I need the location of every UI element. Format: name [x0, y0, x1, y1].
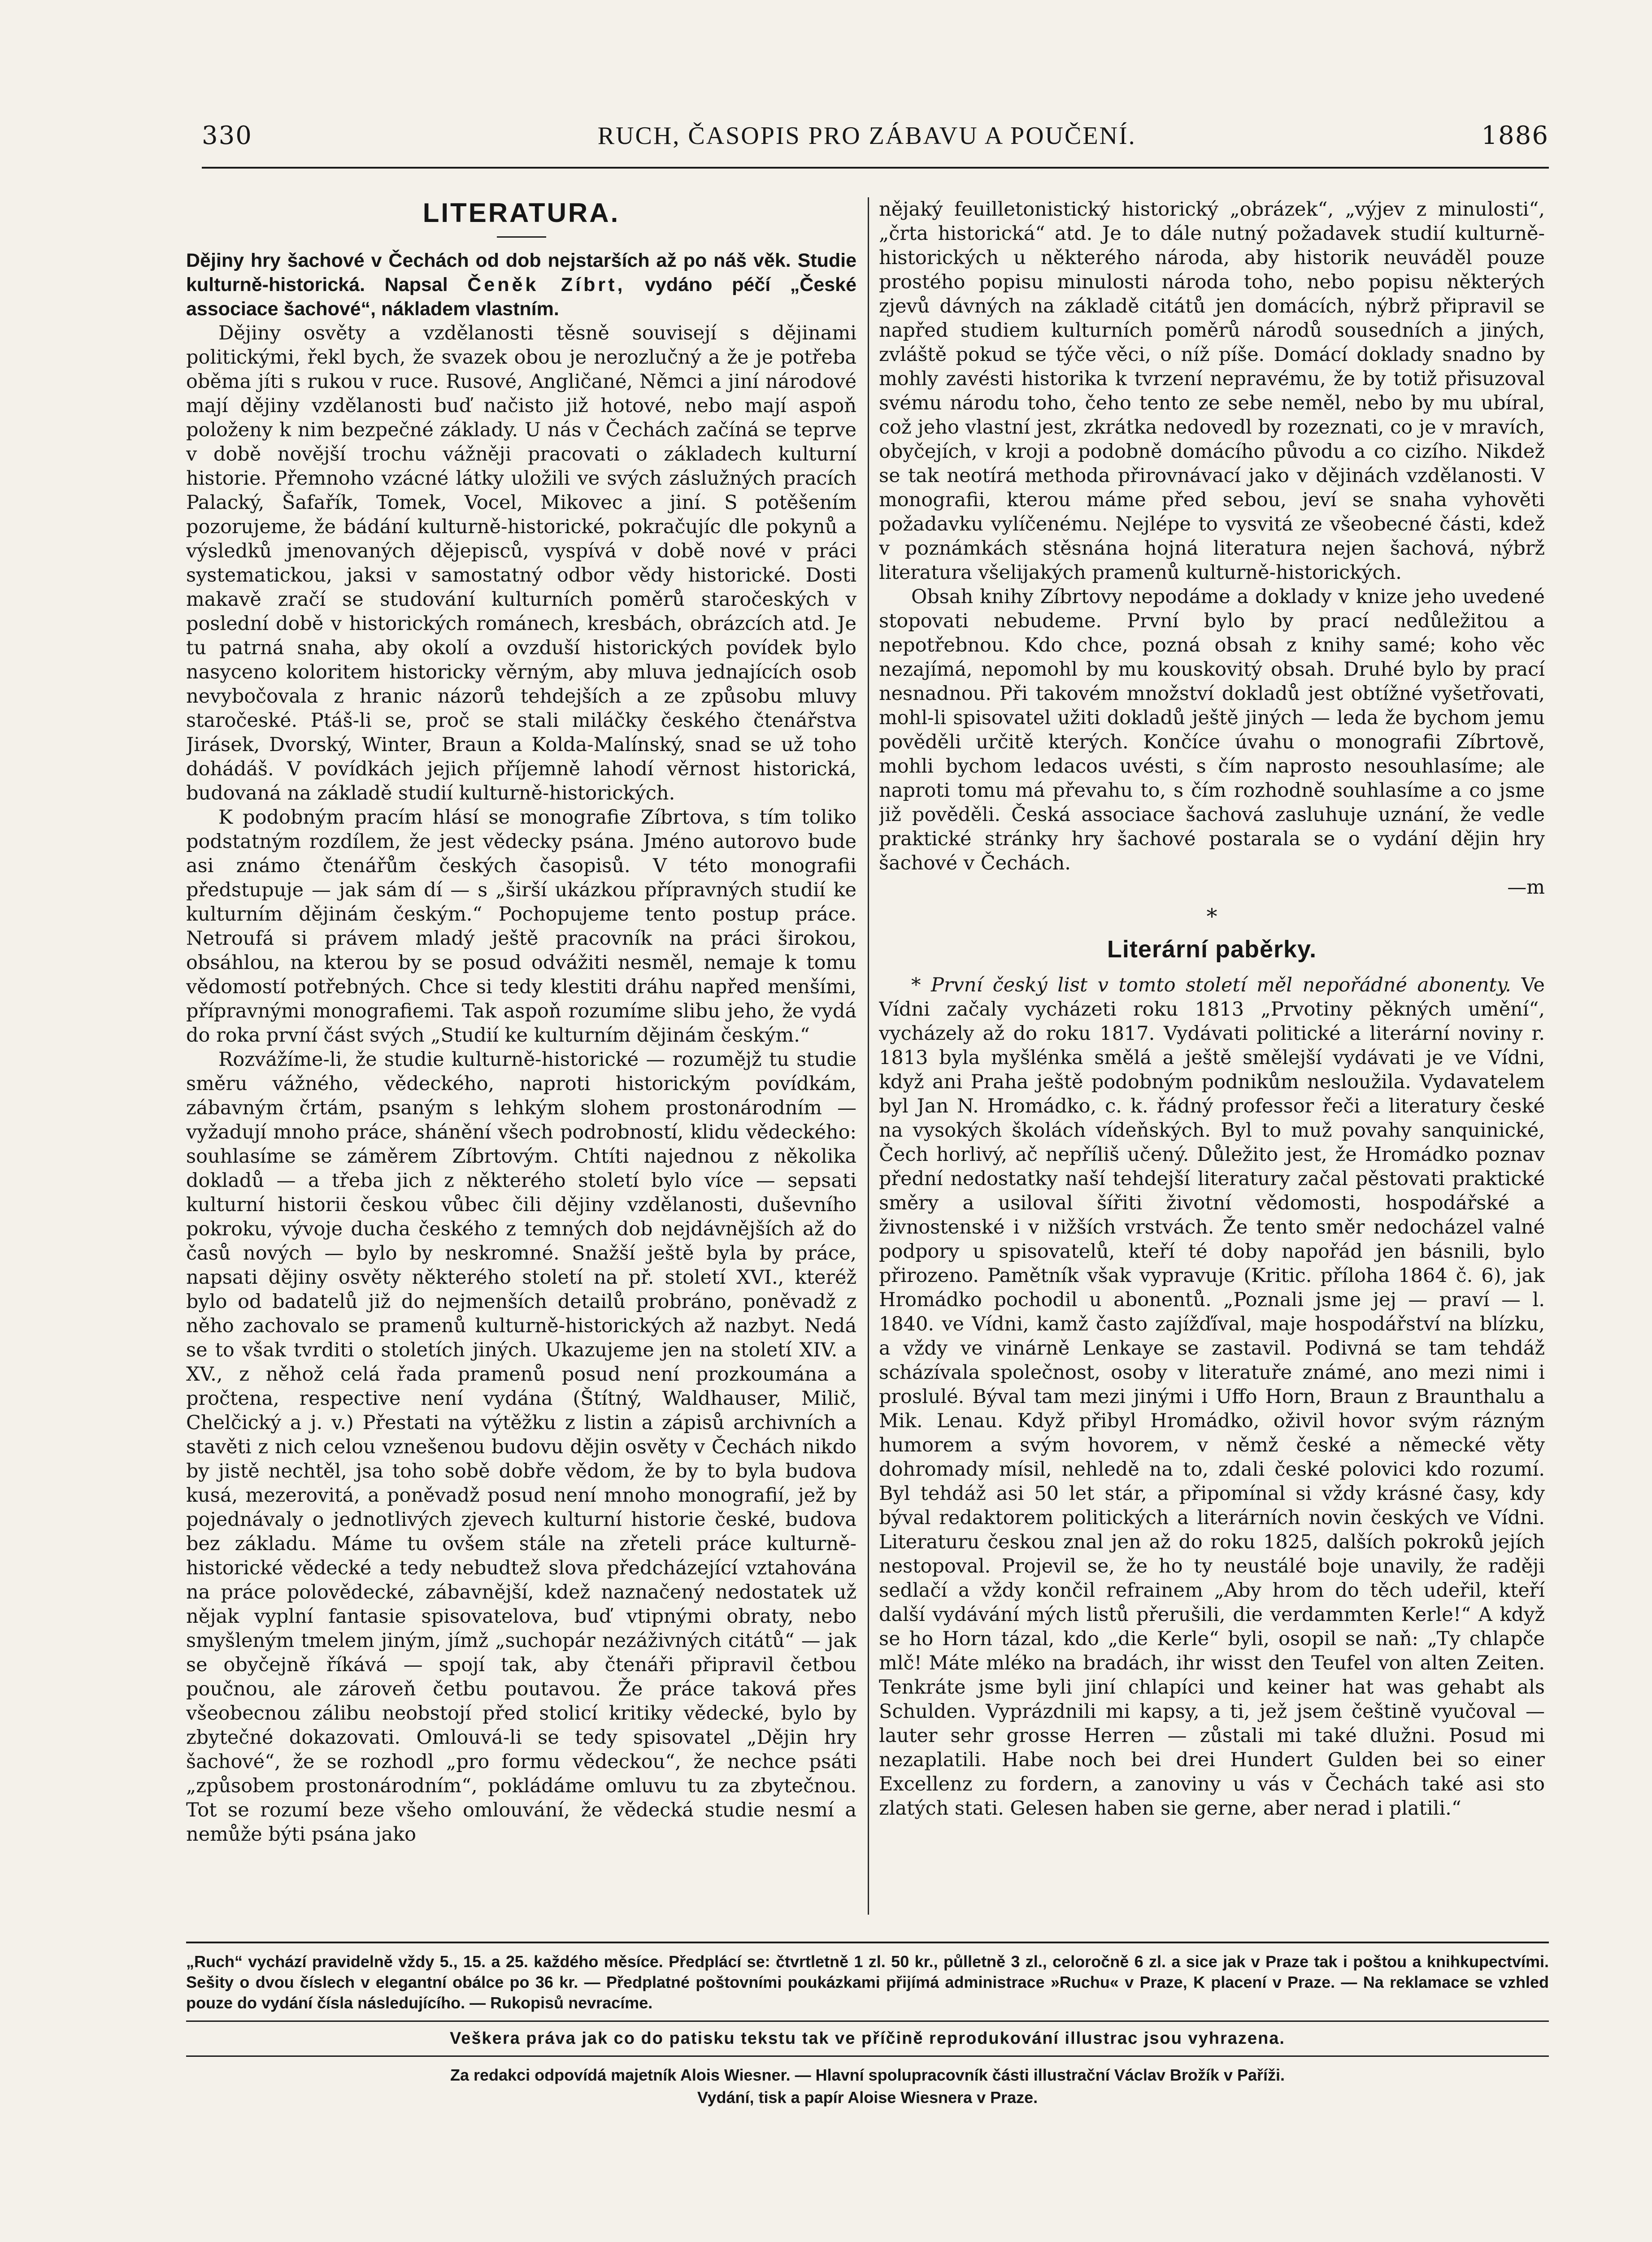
footer-rule — [186, 1942, 1549, 1943]
item-body: Ve Vídni začaly vycházeti roku 1813 „Prvotiny pěkných umění“, vycházely až do roku 1817. Vydávati politické a literární noviny r. 1813 byla myšlénka smělá a ještě smělejší vydávati je ve Vídni, když ani Praha ještě podobným podnikům nesloužila. Vydavatelem byl Jan N. Hromádko, c. k. řádný professor řeči a literatury české na vysokých školách vídeňských. Byl to muž povahy sanquinické, Čech horlivý, ač nepříliš učený. Důležito jest, že Hromádko poznav přední nedostatky naší tehdejší literatury začal pěstovati praktické směry a usiloval šířiti životní vědomosti, hospodářské a živnostenské i v nižších vrstvách. Že tento směr nedocházel valné podpory u spisovatelů, kteří té doby napořád jen básnili, bylo přirozeno. Pamětník však vypravuje (Kritic. příloha 1864 č. 6), jak Hromádko pochodil u abonentů. „Poznali jsme jej — praví — l. 1840. ve Vídni, kamž často zajížďíval, maje hospodářství na blízku, a vždy ve vinárně Lenkaye se zastavil. Podivná se tam tehdáž scházívala společnost, osoby v literatuře známé, ano mezi nimi i proslulé. Býval tam mezi jinými i Uffo Horn, Braun z Braunthalu a Mik. Lenau. Když přibyl Hromádko, oživil hovor svým rázným humorem a svým hovorem, v němž české a německé věty dohromady mísil, nehledě na to, zdali české polovici kdo rozumí. Byl tehdáž asi 50 let stár, a připomínal si vždy krásné časy, kdy býval redaktorem politických a literárních novin českých ve Vídni. Literaturu českou znal jen až do roku 1825, dalších pokroků jejích nestopoval. Projevil se, že ho ty neustálé boje unavily, že raději sedlačí a vždy končil refrainem „Aby hrom do těch udeřil, kteří další vydávání mých listů přerušili, die verdammten Kerle!“ A když se ho Horn tázal, kdo „die Kerle“ byli, osopil se naň: „Ty chlapče mlč! Máte mléko na bradách, ihr wisst den Teufel von alten Zeiten. Tenkráte jsme byli jiní chlapíci und keiner hat was gehabt als Schulden. Vyprázdnili mi kapsy, a ti, jež jsem češtině vyučoval — lauter sehr grosse Herren — zůstali mi také dlužni. Posud mi nezaplatili. Habe noch bei drei Hundert Gulden bei so einer Excellenz zu fordern, a zanoviny u vás v Čechách také asi sto zlatých stati. Gelesen haben sie gerne, aber nerad i platili.“ — [879, 974, 1545, 1820]
footer-rule — [186, 2020, 1549, 2022]
section-separator: * — [1206, 904, 1217, 929]
right-column — [879, 197, 1545, 1936]
paberky-item — [879, 973, 1545, 1821]
heading-divider — [497, 236, 546, 238]
journal-title: RUCH, ČASOPIS PRO ZÁBAVU A POUČENÍ. — [597, 122, 1136, 150]
item-marker: * — [911, 974, 921, 996]
item-title: První český list v tomto století měl nepořádné abonenty. — [931, 974, 1511, 996]
section-heading-paberky: Literární paběrky. — [1107, 936, 1317, 963]
review-paragraph: Rozvážíme-li, že studie kulturně-historické — rozumějž tu studie směru vážného, vědeckého, naproti historickým povídkám, zábavným črtám, psaným s lehkým slohem prostonárodním — vyžadují mnoho práce, shánění všech podrobností, klidu vědeckého: souhlasíme se záměrem Zíbrtovým. Chtíti najednou z několika dokladů — a třeba jich z některého století bylo více — sepsati kulturní historii českou vůbec čili dějiny vzdělanosti, duševního pokroku, vývoje ducha českého z temných dob nejdávnějších až do časů nových — bylo by neskromné. Snažší ještě byla by práce, napsati dějiny osvěty některého století na př. století XVI., kteréž bylo od badatelů již do nejmenších detailů probráno, poněvadž z něho zachovalo se pramenů kulturně-historických až nazbyt. Nedá se to však tvrditi o stoletích jiných. Ukazujeme jen na století XIV. a XV., z něhož celá řada pramenů posud není prozkoumána a pročtena, respective není vydána (Štítný, Waldhauser, Milič, Chelčický a j. v.) Přestati na výtěžku z listin a zápisů archivních a stavěti z nich celou vznešenou budovu dějin osvěty v Čechách nikdo by jistě nechtěl, jsa toho sobě dobře vědom, že by to byla budova kusá, mezerovitá, a poněvadž posud není mnoho monografií, jež by pojednávaly o jednotlivých zjevech kulturní historie české, budova bez základu. Máme tu ovšem stále na zřeteli práce kulturně-historické vědecké a tedy nebudtež slova předcházející vztahována na práce polovědecké, zábavnější, kdež naznačený nedostatek už nějak vyplní fantasie spisovatelova, buď vtipnými obraty, nebo smyšleným tmelem jiným, jímž „suchopár nezáživných citátů“ — jak se obyčejně říkává — spojí tak, aby čtenáři připravil četbou poučnou, ale zároveň četbu poutavou. Že práce taková přes všeobecnou zálibu neobstojí před stolicí kritiky vědecké, bylo by zbytečné dokazovati. Omlouvá-li se tedy spisovatel „Dějin hry šachové“, že se rozhodl „pro formu vědeckou“, že nechce psáti „způsobem prostonárodním“, pokládáme omluvu tu za zbytečnou. Tot se rozumí beze všeho omlouvání, že vědecká studie nesmí a nemůže býti psána jako — [186, 1048, 856, 1846]
subscription-notice: „Ruch“ vychází pravidelně vždy 5., 15. a 25. každého měsíce. Předplácí se: čtvrtletně 1 zl. 50 kr., půlletně 3 zl., celoročně 6 zl. a sice jak v Praze tak i poštou a knihkupectvími. Sešity o dvou číslech v elegantní obálce po 36 kr. — Předplatné poštovními poukázkami přijímá administrace »Ruchu« v Praze, K placení v Praze. — Na reklamace se vzhled pouze do vydání čísla následujícího. — Rukopisů nevracíme. — [186, 1952, 1549, 2012]
review-paragraph: K podobným pracím hlásí se monografie Zíbrtova, s tím toliko podstatným rozdílem, že jest vědecky psána. Jméno autorovo bude asi známo čtenářům českých časopisů. V této monografii předstupuje — jak sám dí — s „širší ukázkou přípravných studií ke kulturním dějinám českým.“ Pochopujeme tento postup práce. Netroufá si právem mladý ještě pracovník na práci širokou, obsáhlou, na kterou by se posud odvážiti nesměl, nemaje k tomu vědomostí potřebných. Chce si tedy klestiti dráhu napřed menšími, přípravnými monografiemi. Tak aspoň rozumíme slibu jeho, že vydá do roka první část svých „Studií ke kulturním dějinám českým.“ — [186, 806, 856, 1047]
page-header — [202, 121, 1549, 161]
review-lead — [186, 248, 856, 321]
review-book-author: Čeněk Zíbrt, — [467, 274, 626, 295]
review-book-title: Dějiny hry šachové v Čechách od dob nejstarších až po náš věk. — [186, 250, 791, 271]
editor-line: Za redakci odpovídá majetník Alois Wiesner. — Hlavní spolupracovník části illustrační Václav Brožík v Paříži. — [450, 2066, 1285, 2084]
review-book-subtitle: Studie kulturně-historická. Napsal — [186, 250, 856, 295]
header-rule — [202, 167, 1549, 169]
review-paragraph: nějaký feuilletonistický historický „obrázek“, „výjev z minulosti“, „črta historická“ atd. Je to dále nutný požadavek studií kulturně-historických u některého národa, aby historik neuváděl pouze prostého popisu minulosti národa toho, nebo popisu některých zjevů dávných na základě citátů jen domácích, nýbrž připravil se napřed studiem kulturních poměrů národů sousedních a jiných, zvláště pokud se týče věci, o níž píše. Domácí doklady snadno by mohly zavésti historika k tvrzení nepravému, že by totiž přisuzoval svému národu toho, čeho tento ze sebe neměl, nebo by mu ubíral, což jeho vlastní jest, zkrátka nedovedl by rozeznati, co je v mravích, obyčejích, v kroji a podobně domácího původu a co cizího. Nikdež se tak neotírá methoda přirovnávací jako v dějinách vzdělanosti. V monografii, kterou máme před sebou, jeví se snaha vyhověti požadavku vylíčenému. Nejlépe to vysvitá ze všeobecné části, kdež v poznámkách stěsnána hojná literatura nejen šachová, nýbrž literatura všelijakých pramenů kulturně-historických. — [879, 198, 1545, 584]
year: 1886 — [1481, 121, 1549, 150]
publisher-line: Vydání, tisk a papír Aloise Wiesnera v Praze. — [697, 2088, 1038, 2107]
review-signature: —m — [1507, 876, 1545, 899]
page-number: 330 — [202, 121, 252, 150]
review-paragraph: Obsah knihy Zíbrtovy nepodáme a doklady v knize jeho uvedené stopovati nebudeme. První bylo by prací nedůležitou a nepotřebnou. Kdo chce, pozná obsah z knihy samé; koho věc nezajímá, nepomohl by mu kouskovitý obsah. Druhé bylo by prací nesnadnou. Při takovém množství dokladů jest obtížné vyšetřovati, mohl-li spisovatel užiti dokladů ještě jiných — leda že bychom jemu pověděli určitě kterých. Končíce úvahu o monografii Zíbrtově, mohli bychom ledacos uvésti, s čím naprosto nesouhlasíme; ale naproti tomu má převahu to, s čím rozhodně souhlasíme a co jsme již pověděli. Česká associace šachová zasluhuje uznání, že vedle praktické stránky hry šachové postarala se o vydání dějin hry šachové v Čechách. — [879, 586, 1545, 874]
column-divider — [868, 197, 869, 1915]
review-book-publisher: vydáno péčí „České associace šachové“, nákladem vlastním. — [186, 274, 856, 320]
review-paragraph: Dějiny osvěty a vzdělanosti těsně souvisejí s dějinami politickými, řekl bych, že svazek obou je nerozlučný a že je potřeba oběma jíti s rukou v ruce. Rusové, Angličané, Němci a jiní národové mají dějiny vzdělanosti buď načisto již hotové, nebo mají aspoň položeny k nim bezpečné základy. U nás v Čechách začíná se teprve v době novější trochu vážněji pracovati o základech kulturní historie. Přemnoho vzácné látky uložili ve svých záslužných pracích Palacký, Šafařík, Tomek, Vocel, Mikovec a jiní. S potěšením pozorujeme, že bádání kulturně-historické, pokračujíc dle pokynů a výsledků jmenovaných dějepisců, vyspívá v době nové v práci systematickou, jaksi v samostatný odbor vědy historické. Dosti makavě zračí se studování kulturních poměrů staročeských v poslední době v historických románech, kresbách, obrázcích atd. Je tu patrná snaha, aby okolí a ovzduší historických povídek bylo nasyceno koloritem historicky věrným, aby mluva jednajících osob nevybočovala z hranic názorů tehdejších a ze způsobu mluvy staročeské. Ptáš-li se, proč se stali miláčky českého čtenářstva Jirásek, Dvorský, Winter, Braun a Kolda-Malínský, snad se už toho dohádáš. V povídkách jejich příjemně lahodí věrnost historická, budovaná na základě studií kulturně-historických. — [186, 322, 856, 804]
rights-notice: Veškera práva jak co do patisku tekstu tak ve příčině reprodukování illustrac jsou vyhrazena. — [450, 2029, 1285, 2048]
page-footer — [186, 1942, 1549, 2109]
left-column — [186, 197, 856, 1936]
footer-rule — [186, 2055, 1549, 2057]
section-heading-literatura: LITERATURA. — [422, 198, 620, 228]
